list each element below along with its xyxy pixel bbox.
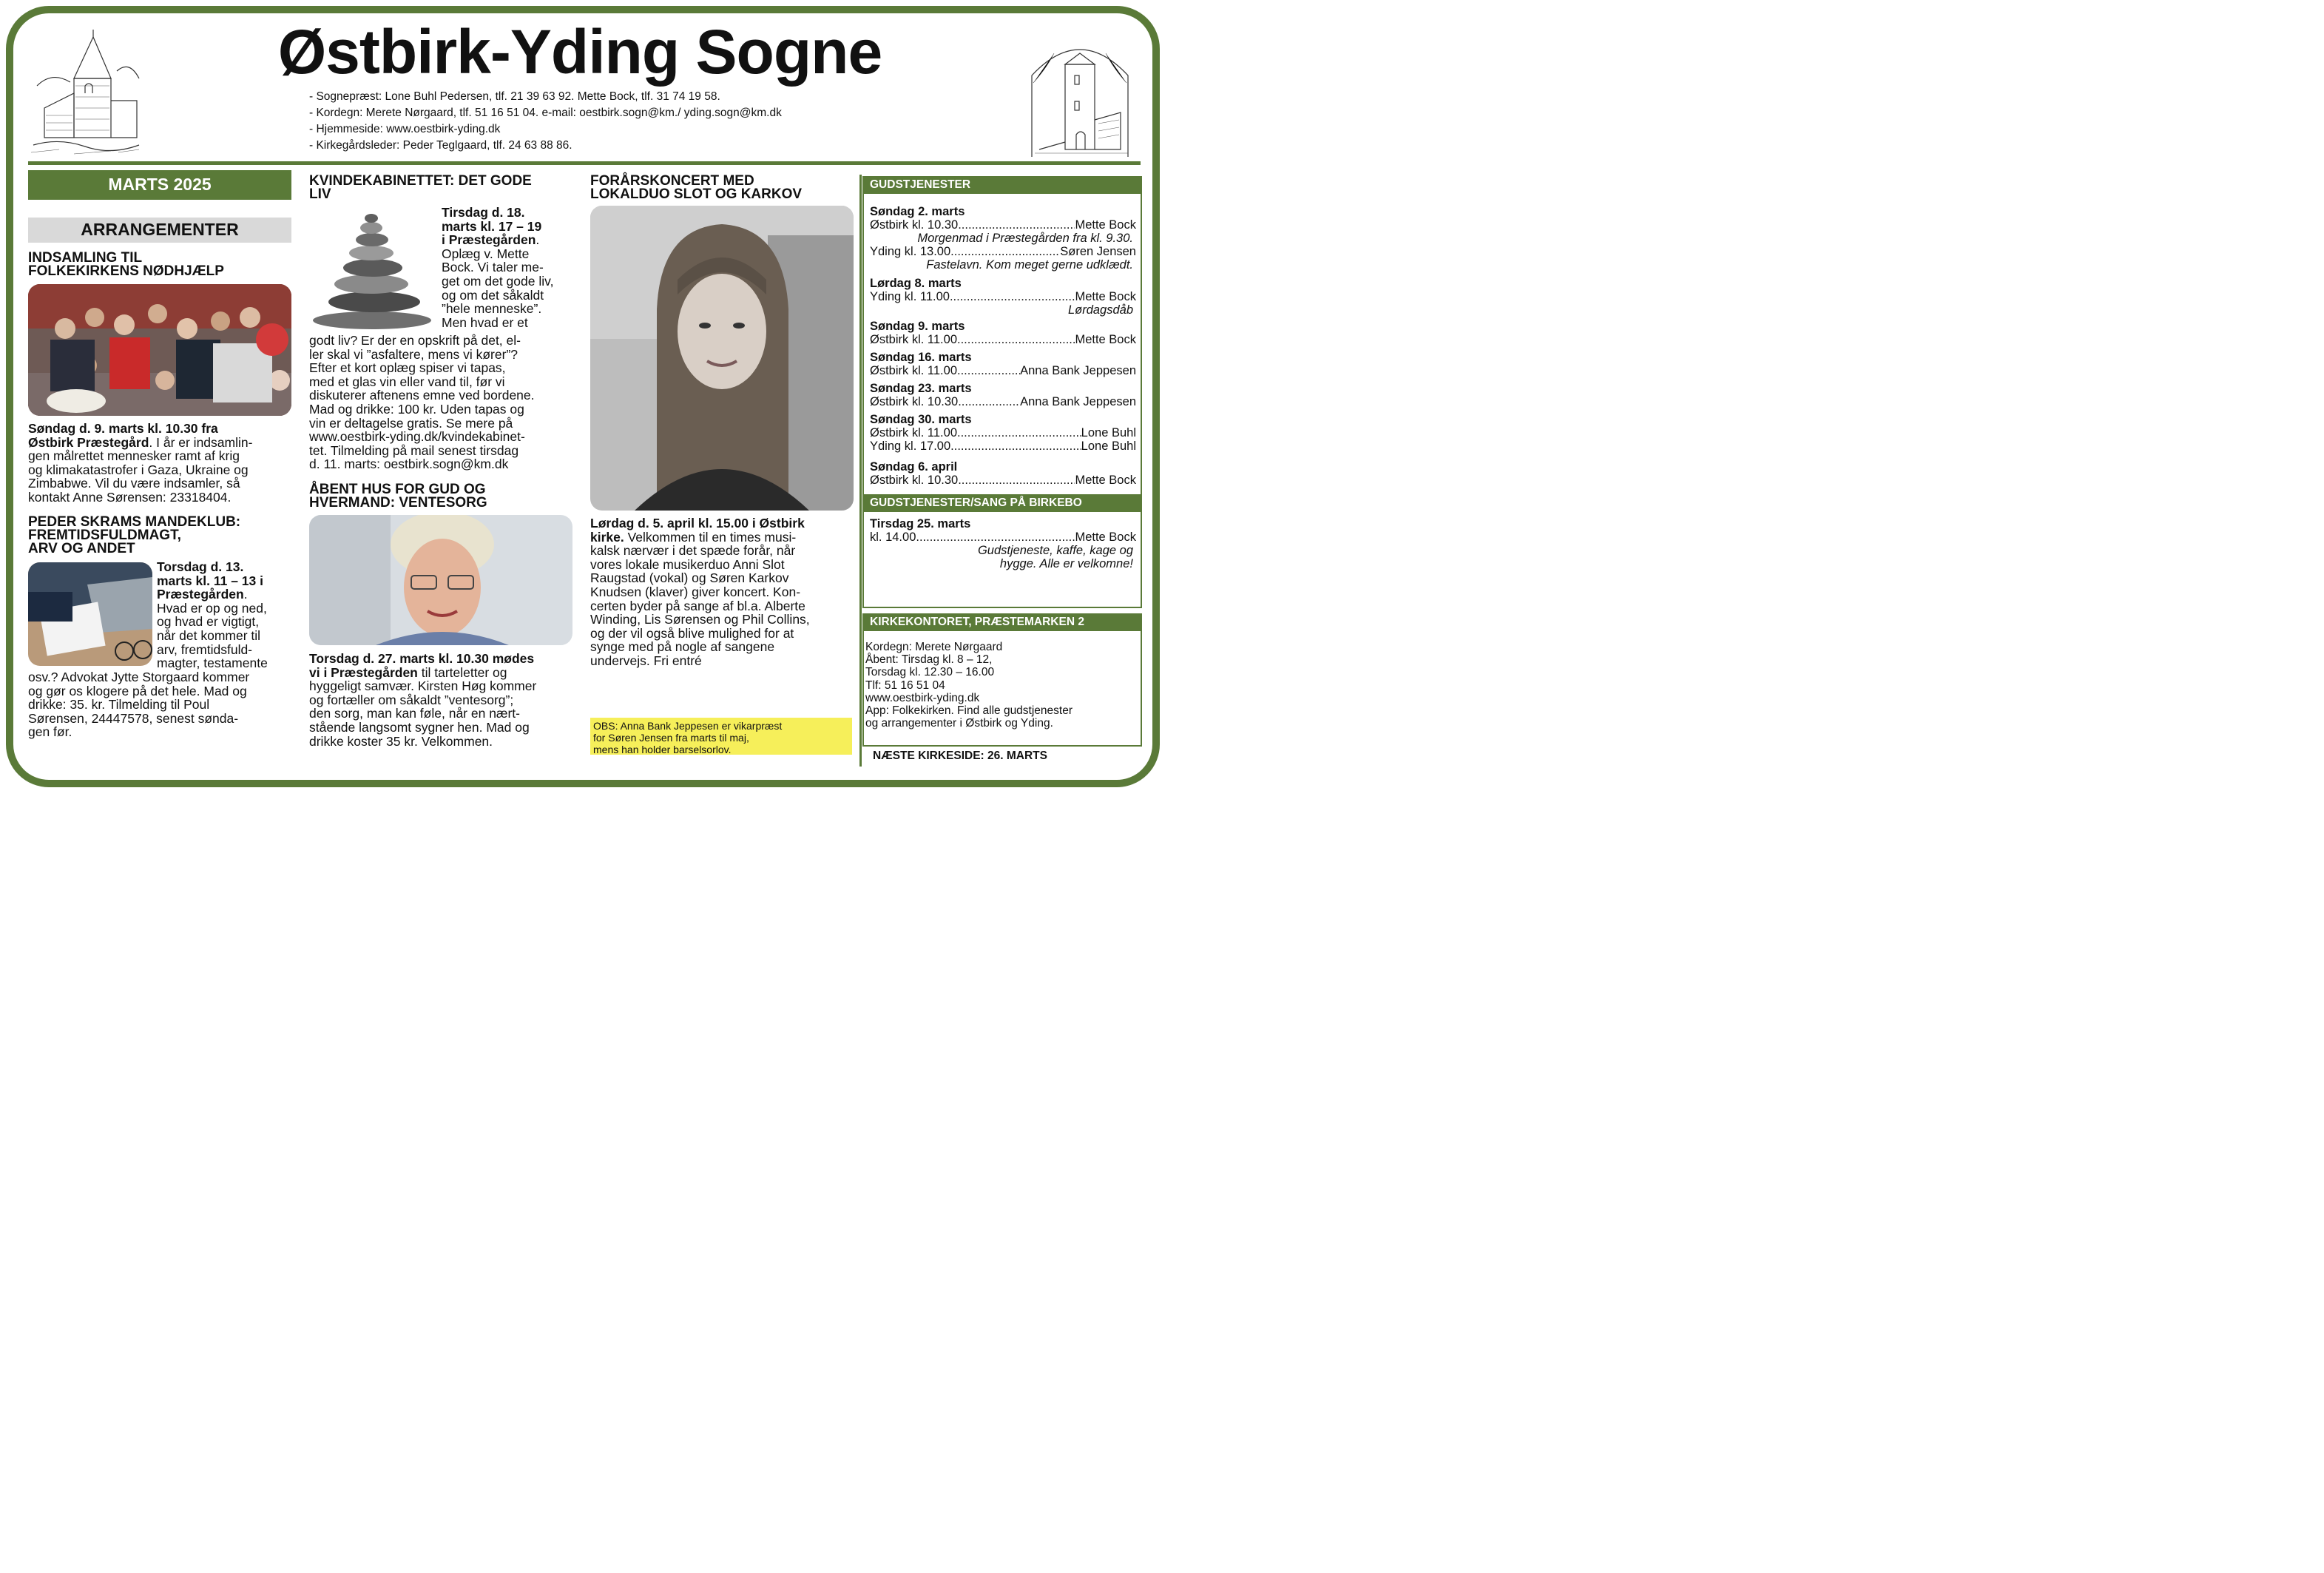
photo-stacked-stones: [309, 206, 435, 331]
body-line: hyggeligt samvær. Kirsten Høg kommer: [309, 678, 537, 694]
service-row: [870, 426, 1136, 439]
month-banner: MARTS 2025: [28, 170, 291, 200]
body-line: arv, fremtidsfuld-: [157, 641, 253, 657]
article-ventesorg-body: [309, 652, 584, 748]
body-line: og klimakatastrofer i Gaza, Ukraine og: [28, 462, 249, 477]
title-line: FORÅRSKONCERT MED: [590, 173, 754, 189]
body-line: ”hele menneske”.: [442, 301, 542, 317]
service-row: [870, 474, 1136, 487]
service-place: Yding kl. 13.00: [870, 245, 951, 258]
title-line: FREMTIDSFULDMAGT,: [28, 528, 181, 543]
body-line: d. 11. marts: oestbirk.sogn@km.dk: [309, 457, 509, 472]
body-line: Mad og drikke: 100 kr. Uden tapas og: [309, 401, 524, 417]
body-line: kalsk nærvær i det spæde forår, når: [590, 543, 796, 559]
article-mandeklub-body: [28, 670, 294, 739]
service-row: [870, 439, 1136, 453]
contact-line: - Sognepræst: Lone Buhl Pedersen, tlf. 21 39 63 92. Mette Bock, tlf. 31 74 19 58.: [309, 90, 720, 103]
obs-notice: [590, 718, 852, 755]
service-row: [870, 364, 1136, 377]
service-entry: [870, 320, 1136, 346]
body-line: Men hvad er et: [442, 314, 528, 330]
service-entry: [870, 413, 1136, 453]
body-line: drikke: 35. kr. Tilmelding til Poul: [28, 697, 210, 713]
service-place: Østbirk kl. 11.00: [870, 364, 957, 377]
body-line: og gør os klogere på det hele. Mad og: [28, 683, 247, 698]
bold-text: Søndag d. 9. marts kl. 10.30 fra: [28, 421, 218, 436]
column-divider: [859, 175, 862, 767]
bold-text: Lørdag d. 5. april kl. 15.00 i Østbirk: [590, 516, 805, 530]
service-date: Søndag 30. marts: [870, 413, 972, 426]
body-line: Efter et kort oplæg spiser vi tapas,: [309, 360, 506, 376]
service-place: Østbirk kl. 11.00: [870, 426, 957, 439]
body-line: tet. Tilmelding på mail senest tirsdag: [309, 442, 519, 458]
body-line: certen byder på sange af bl.a. Alberte: [590, 598, 805, 613]
photo-laptop-signing: [28, 562, 152, 666]
service-place: Yding kl. 17.00: [870, 439, 951, 453]
service-date: Søndag 16. marts: [870, 351, 972, 364]
office-line: Kordegn: Merete Nørgaard: [865, 641, 1003, 653]
article-title: [590, 175, 857, 201]
service-row: [870, 333, 1136, 346]
body-line: godt liv? Er der en opskrift på det, el-: [309, 333, 521, 348]
article-title: [309, 483, 583, 510]
body-line: magter, testamente: [157, 656, 268, 671]
body-line: og fortæller om såkaldt ”ventesorg”;: [309, 692, 514, 707]
service-priest: Mette Bock: [1075, 333, 1136, 346]
birkebo-entry: [870, 517, 1136, 570]
service-row: [870, 395, 1136, 408]
service-row: [870, 290, 1136, 303]
title-line: ARV OG ANDET: [28, 541, 135, 556]
service-date: Lørdag 8. marts: [870, 277, 962, 290]
body-line: gen før.: [28, 724, 72, 740]
body-line: diskuterer aftenens emne ved bordene.: [309, 388, 535, 403]
article-fundraising-body: [28, 422, 294, 505]
service-date: Tirsdag 25. marts: [870, 517, 971, 530]
title-line: LOKALDUO SLOT OG KARKOV: [590, 186, 803, 202]
masthead-title: Østbirk-Yding Sogne: [277, 17, 882, 87]
bold-text: marts kl. 17 – 19: [442, 218, 542, 234]
title-line: LIV: [309, 186, 331, 202]
article-kvindekabinet-side: Tirsdag d. 18. marts kl. 17 – 19 i Præstegården. Oplæg v. Mette Bock. Vi taler me- get om det gode liv, og om det såkaldt ”hele menneske”. Men hvad er et: [442, 206, 585, 329]
office-info: [865, 641, 1139, 730]
article-mandeklub-side: Torsdag d. 13. marts kl. 11 – 13 i Præstegården. Hvad er op og ned, og hvad er vigtigt, når det kommer til arv, fremtidsfuld- magter, testamente: [157, 560, 294, 670]
body-line: vin er deltagelse gratis. Se mere på: [309, 415, 513, 431]
title-line: INDSAMLING TIL: [28, 250, 143, 266]
bold-text: Torsdag d. 13.: [157, 559, 244, 574]
service-priest: Mette Bock: [1075, 290, 1136, 303]
body-line: get om det gode liv,: [442, 273, 554, 289]
body-line: når det kommer til: [157, 627, 261, 643]
service-row: [870, 218, 1136, 232]
service-priest: Mette Bock: [1075, 218, 1136, 232]
service-priest: Mette Bock: [1075, 530, 1136, 544]
body-text: til tarteletter og: [417, 664, 507, 680]
body-line: Raugstad (vokal) og Søren Karkov: [590, 570, 789, 586]
body-line: Sørensen, 24447578, senest sønda-: [28, 710, 239, 726]
birkebo-heading: GUDSTJENESTER/SANG PÅ BIRKEBO: [862, 494, 1142, 512]
header-divider: [28, 161, 1141, 165]
body-text: Velkommen til en times musi-: [624, 529, 797, 545]
service-date: Søndag 6. april: [870, 460, 958, 474]
body-line: Knudsen (klaver) giver koncert. Kon-: [590, 584, 801, 599]
notice-line: mens han holder barselsorlov.: [593, 744, 732, 755]
service-note: Gudstjeneste, kaffe, kage og: [977, 544, 1133, 557]
service-priest: Søren Jensen: [1060, 245, 1136, 258]
title-line: ÅBENT HUS FOR GUD OG: [309, 482, 486, 497]
service-entry: [870, 205, 1136, 272]
body-line: www.oestbirk-yding.dk/kvindekabinet-: [309, 429, 525, 445]
service-entry: [870, 460, 1136, 487]
bold-text: vi i Præstegården: [309, 664, 418, 680]
body-line: med et glas vin eller vand til, før vi: [309, 374, 505, 389]
service-note: Morgenmad i Præstegården fra kl. 9.30.: [917, 232, 1133, 245]
bold-text: Tirsdag d. 18.: [442, 205, 525, 220]
service-place: Østbirk kl. 10.30: [870, 395, 959, 408]
service-place: Østbirk kl. 10.30: [870, 218, 959, 232]
body-line: Hvad er op og ned,: [157, 600, 267, 616]
article-title: [309, 175, 583, 201]
office-line: App: Folkekirken. Find alle gudstjenester: [865, 704, 1073, 718]
body-line: og om det såkaldt: [442, 287, 544, 303]
services-heading: GUDSTJENESTER: [862, 176, 1142, 194]
body-line: Bock. Vi taler me-: [442, 260, 544, 275]
office-line: Torsdag kl. 12.30 – 16.00: [865, 666, 995, 679]
body-line: den sorg, man kan føle, når en nært-: [309, 706, 520, 721]
bold-text: marts kl. 11 – 13 i: [157, 573, 263, 588]
service-place: Østbirk kl. 10.30: [870, 474, 959, 487]
service-priest: Mette Bock: [1075, 474, 1136, 487]
body-line: drikke koster 35 kr. Velkommen.: [309, 733, 493, 749]
section-heading: ARRANGEMENTER: [28, 218, 291, 243]
service-place: Østbirk kl. 11.00: [870, 333, 957, 346]
photo-woman-glasses: [309, 515, 572, 645]
body-line: og der vil også blive mulighed for at: [590, 625, 794, 641]
body-line: osv.? Advokat Jytte Storgaard kommer: [28, 670, 250, 684]
service-entry: [870, 382, 1136, 408]
notice-line: for Søren Jensen fra marts til maj,: [593, 732, 749, 744]
service-note: Fastelavn. Kom meget gerne udklædt.: [926, 258, 1133, 272]
article-concert-body: [590, 516, 857, 668]
body-line: Winding, Lis Sørensen og Phil Collins,: [590, 612, 810, 627]
service-note: hygge. Alle er velkomne!: [999, 557, 1133, 570]
body-line: vores lokale musikerduo Anni Slot: [590, 556, 785, 572]
bold-text: Torsdag d. 27. marts kl. 10.30 mødes: [309, 651, 535, 666]
service-date: Søndag 9. marts: [870, 320, 965, 333]
service-priest: Anna Bank Jeppesen: [1020, 395, 1136, 408]
service-place: Yding kl. 11.00: [870, 290, 950, 303]
body-text: . I år er indsamlin-: [149, 434, 253, 450]
office-line: Åbent: Tirsdag kl. 8 – 12,: [865, 653, 993, 667]
body-line: stående langsomt sygner hen. Mad og: [309, 719, 530, 735]
contact-line: - Hjemmeside: www.oestbirk-yding.dk: [309, 123, 501, 135]
body-line: synge med på nogle af sangene: [590, 639, 775, 655]
body-line: Oplæg v. Mette: [442, 246, 530, 261]
office-line: Tlf: 51 16 51 04: [865, 678, 945, 692]
service-date: Søndag 2. marts: [870, 205, 965, 218]
service-entry: [870, 351, 1136, 377]
service-row: [870, 245, 1136, 258]
body-line: gen målrettet mennesker ramt af krig: [28, 448, 240, 464]
service-priest: Anna Bank Jeppesen: [1020, 364, 1136, 377]
body-line: undervejs. Fri entré: [590, 653, 702, 668]
contact-info: [309, 89, 782, 154]
service-row: [870, 530, 1136, 544]
article-title: [28, 252, 294, 278]
notice-line: OBS: Anna Bank Jeppesen er vikarpræst: [593, 720, 783, 732]
contact-line: - Kordegn: Merete Nørgaard, tlf. 51 16 51 04. e-mail: oestbirk.sogn@km./ yding.sogn@km.dk: [309, 107, 782, 119]
title-line: KVINDEKABINETTET: DET GODE: [309, 173, 532, 189]
office-heading: KIRKEKONTORET, PRÆSTEMARKEN 2: [862, 613, 1142, 631]
service-priest: Lone Buhl: [1081, 426, 1136, 439]
bold-text: kirke.: [590, 529, 624, 545]
service-date: Søndag 23. marts: [870, 382, 972, 395]
service-priest: Lone Buhl: [1081, 439, 1136, 453]
photo-singer-portrait: [590, 206, 854, 511]
photo-fundraising-group: [28, 284, 291, 416]
office-line: og arrangementer i Østbirk og Yding.: [865, 717, 1053, 730]
title-line: PEDER SKRAMS MANDEKLUB:: [28, 514, 241, 530]
title-line: HVERMAND: VENTESORG: [309, 495, 487, 511]
body-line: og hvad er vigtigt,: [157, 614, 260, 630]
next-issue-notice: NÆSTE KIRKESIDE: 26. MARTS: [873, 750, 1047, 762]
body-line: kontakt Anne Sørensen: 23318404.: [28, 489, 232, 505]
article-title: [28, 516, 294, 556]
body-line: Zimbabwe. Vil du være indsamler, så: [28, 476, 240, 491]
bold-text: i Præstegården: [442, 232, 536, 248]
body-line: ler skal vi ”asfaltere, mens vi kører”?: [309, 346, 518, 362]
service-note: Lørdagsdåb: [1067, 303, 1133, 317]
article-kvindekabinet-body: [309, 334, 584, 471]
bold-text: Østbirk Præstegård: [28, 434, 149, 450]
service-place: kl. 14.00: [870, 530, 916, 544]
title-line: FOLKEKIRKENS NØDHJÆLP: [28, 263, 224, 279]
office-line: www.oestbirk-yding.dk: [865, 691, 980, 704]
contact-line: - Kirkegårdsleder: Peder Teglgaard, tlf. 24 63 88 86.: [309, 139, 572, 152]
bold-text: Præstegården: [157, 587, 244, 602]
service-entry: [870, 277, 1136, 317]
